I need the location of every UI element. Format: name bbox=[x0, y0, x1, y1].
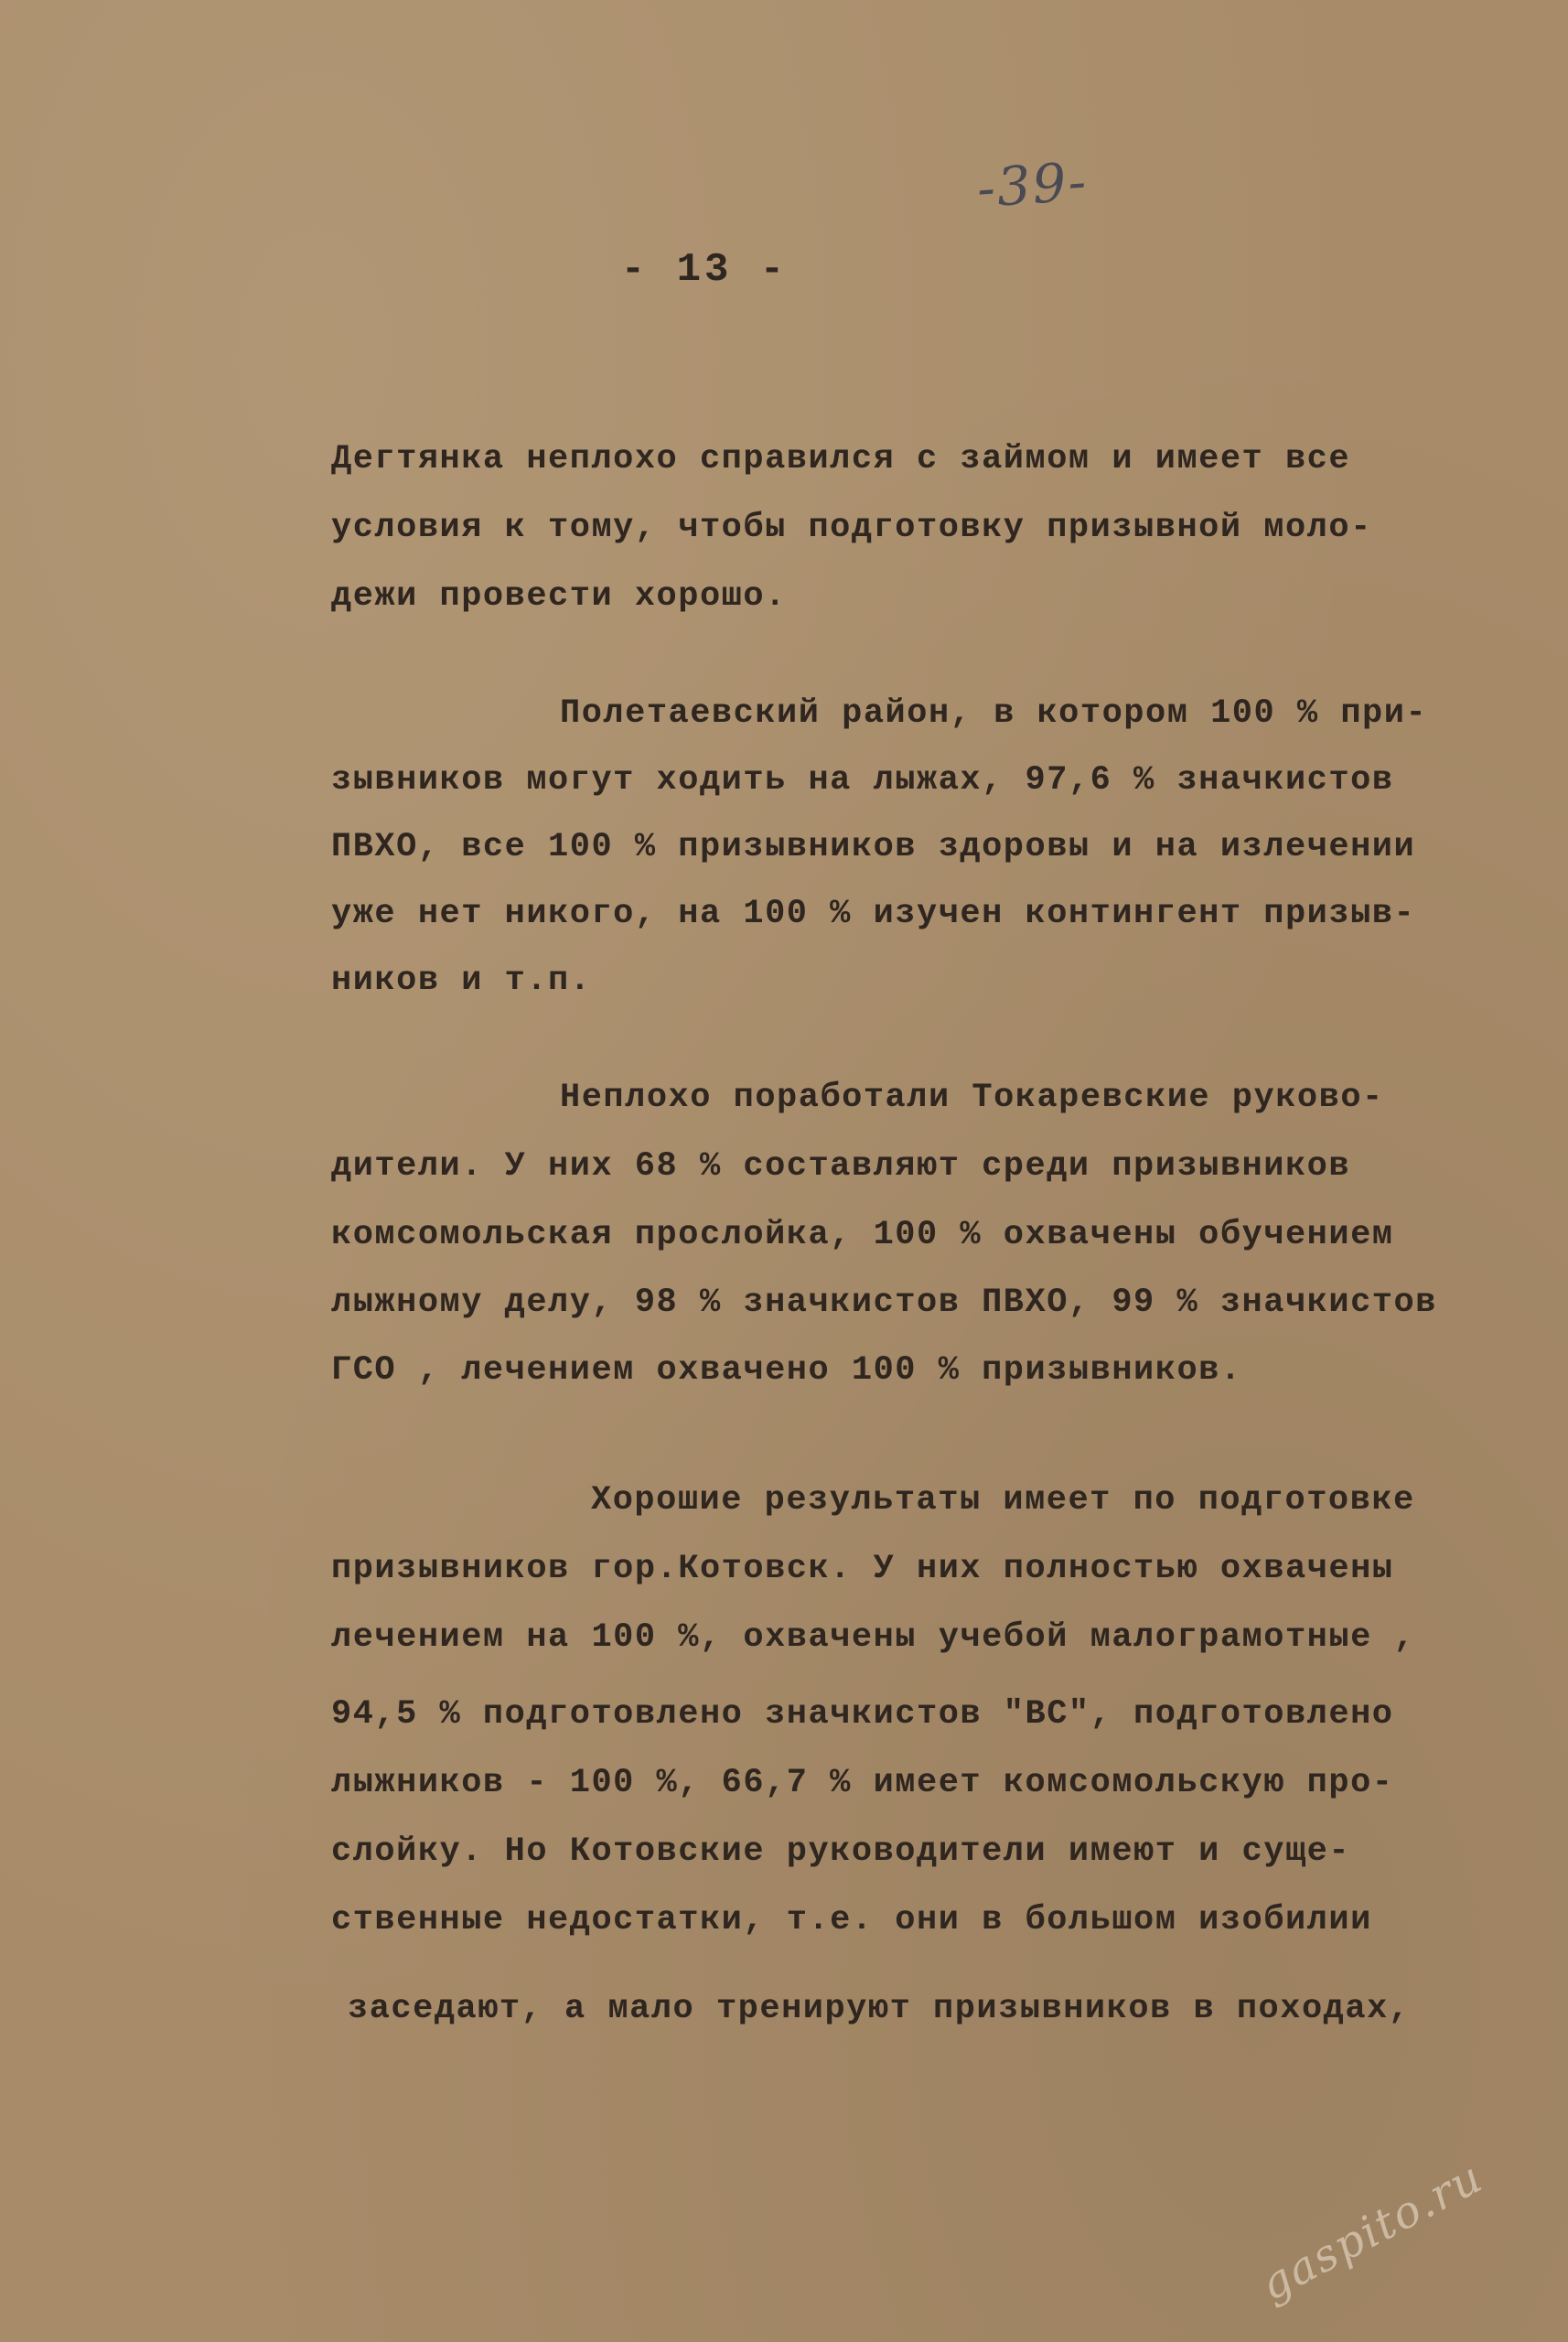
text-line: Хорошие результаты имеет по подготовке bbox=[591, 1481, 1415, 1520]
text-line: слойку. Но Котовские руководители имеют и суще- bbox=[331, 1832, 1351, 1871]
text-line: ПВХО, все 100 % призывников здоровы и на излечении bbox=[331, 828, 1416, 866]
text-line: призывников гор.Котовск. У них полностью охвачены bbox=[331, 1550, 1394, 1588]
text-line: ственные недостатки, т.е. они в большом изобилии bbox=[331, 1901, 1372, 1939]
text-line: дежи провести хорошо. bbox=[331, 577, 787, 616]
text-line: ГСО , лечением охвачено 100 % призывников. bbox=[331, 1351, 1242, 1390]
watermark: gaspito.ru bbox=[1251, 2151, 1492, 2311]
text-line: лыжному делу, 98 % значкистов ПВХО, 99 % значкистов bbox=[331, 1284, 1437, 1322]
text-line: Неплохо поработали Токаревские руково- bbox=[560, 1079, 1384, 1117]
text-line: заседают, а мало тренируют призывников в походах, bbox=[348, 1990, 1411, 2028]
text-line: условия к тому, чтобы подготовку призывной моло- bbox=[331, 509, 1372, 547]
text-line: зывников могут ходить на лыжах, 97,6 % значкистов bbox=[331, 761, 1394, 800]
text-line: Дегтянка неплохо справился с займом и имеет все bbox=[331, 440, 1351, 478]
text-line: лечением на 100 %, охвачены учебой малограмотные , bbox=[331, 1618, 1416, 1657]
text-line: уже нет никого, на 100 % изучен контингент призыв- bbox=[331, 895, 1416, 933]
text-line: лыжников - 100 %, 66,7 % имеет комсомольскую про- bbox=[331, 1764, 1394, 1802]
text-line: 94,5 % подготовлено значкистов "ВС", подготовлено bbox=[331, 1695, 1394, 1734]
text-line: ников и т.п. bbox=[331, 962, 592, 1000]
text-line: комсомольская прослойка, 100 % охвачены обучением bbox=[331, 1216, 1394, 1254]
text-line: дители. У них 68 % составляют среди призывников bbox=[331, 1147, 1351, 1186]
page-number: - 13 - bbox=[620, 247, 789, 293]
text-line: Полетаевский район, в котором 100 % при- bbox=[560, 694, 1428, 733]
archive-sheet-number: -39- bbox=[974, 149, 1090, 220]
